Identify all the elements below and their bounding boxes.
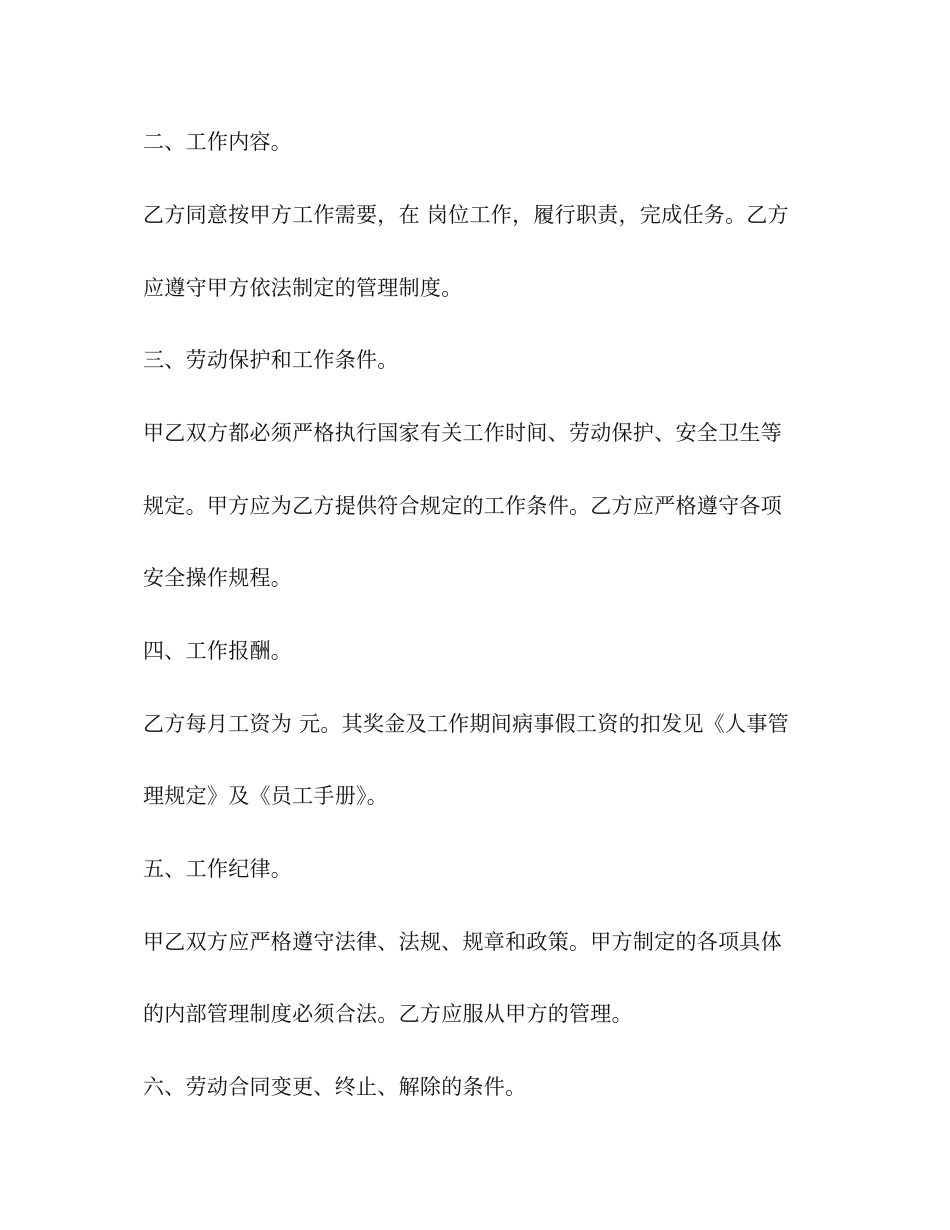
section-heading-discipline: 五、工作纪律。 [143,857,293,881]
section-heading-remuneration: 四、工作报酬。 [143,639,293,663]
paragraph-line: 安全操作规程。 [143,566,293,590]
paragraph-line: 乙方每月工资为 元。其奖金及工作期间病事假工资的扣发见《人事管 [143,712,789,736]
paragraph-line: 的内部管理制度必须合法。乙方应服从甲方的管理。 [143,1002,633,1026]
paragraph-line: 乙方同意按甲方工作需要，在 岗位工作，履行职责，完成任务。乙方 [143,203,789,227]
section-heading-contract-change: 六、劳动合同变更、终止、解除的条件。 [143,1075,527,1099]
paragraph-line: 规定。甲方应为乙方提供符合规定的工作条件。乙方应严格遵守各项 [143,494,782,518]
paragraph-line: 甲乙双方都必须严格执行国家有关工作时间、劳动保护、安全卫生等 [143,421,782,445]
paragraph-line: 应遵守甲方依法制定的管理制度。 [143,276,463,300]
paragraph-line: 理规定》及《员工手册》。 [143,784,389,808]
section-heading-labor-protection: 三、劳动保护和工作条件。 [143,348,399,372]
paragraph-line: 甲乙双方应严格遵守法律、法规、规章和政策。甲方制定的各项具体 [143,930,782,954]
section-heading-work-content: 二、工作内容。 [143,130,293,154]
